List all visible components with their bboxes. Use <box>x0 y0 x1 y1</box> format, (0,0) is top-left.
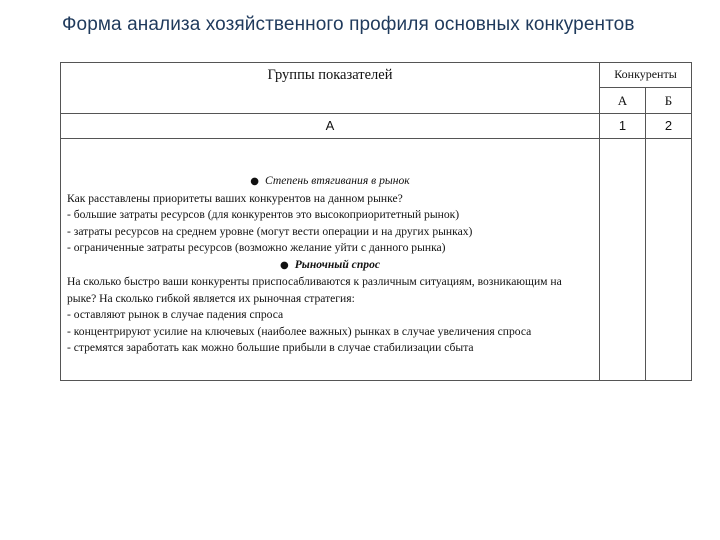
page-title: Форма анализа хозяйственного профиля основных конкурентов <box>62 14 635 35</box>
bullet-icon: ● <box>279 259 289 271</box>
header-competitor-b: Б <box>646 88 692 114</box>
column-label-a: 1 <box>600 114 646 139</box>
list-item: - концентрируют усилие на ключевых (наиболее важных) рынках в случае увеличения спроса <box>67 324 532 338</box>
list-item: - стремятся заработать как можно большие прибыли в случае стабилизации сбыта <box>67 341 474 354</box>
section-heading-text: Рыночный спрос <box>294 257 381 271</box>
list-item: - затраты ресурсов на среднем уровне (могут вести операции и на других рынках) <box>67 224 473 238</box>
competitor-profile-table <box>60 62 692 381</box>
list-item: - оставляют рынок в случае падения спроса <box>67 308 284 321</box>
section-heading-market-involvement <box>67 173 593 191</box>
competitor-b-value-cell <box>646 139 692 381</box>
header-competitor-a: А <box>600 88 646 114</box>
list-item: - ограниченные затраты ресурсов (возможно желание уйти с данного рынка) <box>67 241 446 254</box>
section-heading-market-demand <box>67 257 593 275</box>
list-item: - большие затраты ресурсов (для конкурентов это высокоприоритетный рынок) <box>67 208 460 221</box>
bullet-icon: ● <box>250 176 260 187</box>
header-competitors: Конкуренты <box>600 63 692 88</box>
competitor-a-value-cell <box>600 139 646 381</box>
column-label-main: А <box>61 114 600 139</box>
indicator-content-cell <box>61 139 600 381</box>
section-question: На сколько быстро ваши конкуренты приспосабливаются к различным ситуациям, возникающим на рыке? На сколько гибкой является их рыночная стратегия: <box>67 275 562 305</box>
section-heading-text: Степень втягивания в рынок <box>265 174 410 187</box>
section-question: Как расставлены приоритеты ваших конкурентов на данном рынке? <box>67 191 403 205</box>
header-indicator-groups: Группы показателей <box>61 63 600 114</box>
column-label-b: 2 <box>646 114 692 139</box>
